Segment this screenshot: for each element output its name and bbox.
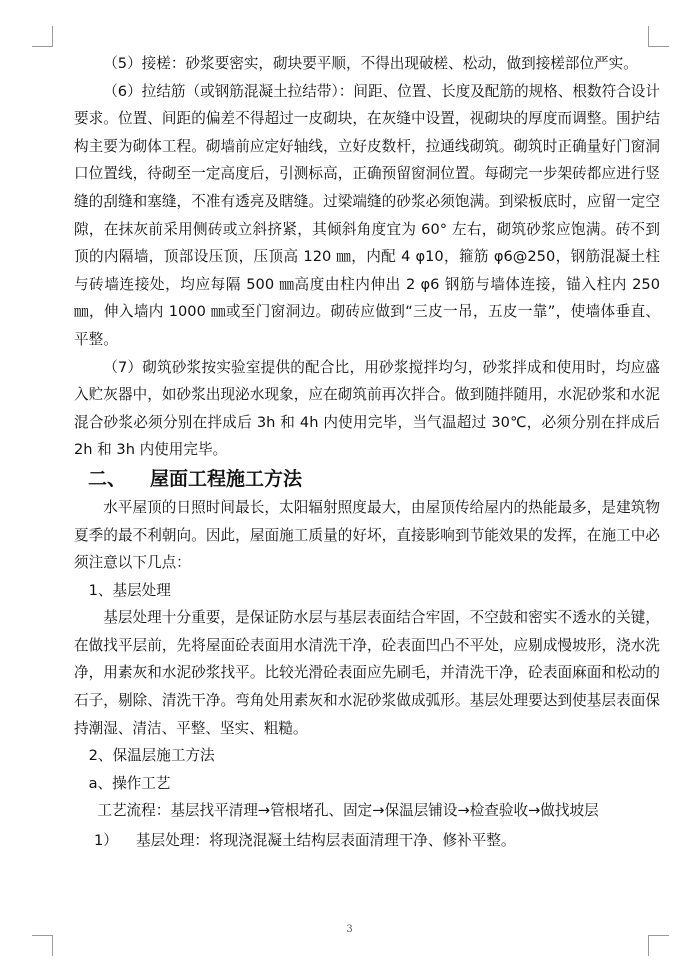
subsection-title-insulation: 2、保温层施工方法 [88,747,215,765]
subsection-title-operation: a、操作工艺 [88,774,171,792]
step-number: 1） [94,832,118,850]
subsection-title-base: 1、基层处理 [88,581,171,599]
crop-mark-bottom-right [648,935,669,956]
subsection-body-base: 基层处理十分重要，是保证防水层与基层表面结合牢固，不空鼓和密实不透水的关键，在做找平层前，先将屋面砼表面用水清洗干净，砼表面凹凸不平处，应剔成慢坡形，浇水洗净，用素灰和水泥砂浆找平。比较光滑砼表面应先刷毛，并清洗干净，砼表面麻面和松动的石子，剔除、清洗干净。弯角处用素灰和水泥砂浆做成弧形。基层处理要达到使基层表面保持潮湿、清洁、平整、坚实、粗糙。 [74,609,660,737]
section-title: 屋面工程施工方法 [150,467,303,490]
crop-mark-top-left [32,26,53,47]
process-flow: 工艺流程：基层找平清理→管根堵孔、固定→保温层铺设→检查验收→做找坡层 [97,802,599,820]
step-item-1 [74,827,660,855]
page-body [74,50,660,855]
section-heading [74,464,660,494]
section-number: 二、 [88,467,127,490]
step-text: 基层处理：将现浇混凝土结构层表面清理干净、修补平整。 [136,832,516,850]
paragraph-item-5: （5）接槎：砂浆要密实，砌块要平顺，不得出现破槎、松动，做到接槎部位严实。 [103,55,638,72]
crop-mark-bottom-left [32,935,53,956]
section-intro: 水平屋顶的日照时间最长，太阳辐射照度最大，由屋顶传给屋内的热能最多，是建筑物夏季的最不利朝向。因此，屋面施工质量的好坏，直接影响到节能效果的发挥，在施工中必须注意以下几点： [74,498,660,572]
crop-mark-top-right [648,26,669,47]
paragraph-item-7: （7）砌筑砂浆按实验室提供的配合比，用砂浆搅拌均匀，砂浆拌成和使用时，均应盛入贮灰器中，如砂浆出现泌水现象，应在砌筑前再次拌合。做到随拌随用，水泥砂浆和水泥混合砂浆必须分别在拌成后 3h 和 4h 内使用完毕，当气温超过 30℃，必须分别在拌成后 2h 和 3h 内使用完毕。 [74,358,660,459]
paragraph-item-6: （6）拉结筋（或钢筋混凝土拉结带）：间距、位置、长度及配筋的规格、根数符合设计要求。位置、间距的偏差不得超过一皮砌块，在灰缝中设置，视砌块的厚度而调整。围护结构主要为砌体工程。砌墙前应定好轴线，立好皮数杆，拉通线砌筑。砌筑时正确量好门窗洞口位置线，待砌至一定高度后，引测标高，正确预留窗洞位置。每砌完一步架砖都应进行竖缝的刮缝和塞缝，不准有透亮及瞎缝。过梁端缝的砂浆必须饱满。到梁板底时，应留一定空隙，在抹灰前采用侧砖或立斜挤紧，其倾斜角度宜为 60° 左右，砌筑砂浆应饱满。砖不到顶的内隔墙，顶部设压顶，压顶高 120 ㎜，内配 4 φ10，箍筋 φ6@250，钢筋混凝土柱与砖墙连接处，均应每隔 500 ㎜高度由柱内伸出 2 φ6 钢筋与墙体连接，锚入柱内 250 ㎜，伸入墙内 1000 ㎜或至门窗洞边。砌砖应做到“三皮一吊，五皮一靠”，使墙体垂直、平整。 [74,82,660,348]
page-number: 3 [346,924,353,935]
